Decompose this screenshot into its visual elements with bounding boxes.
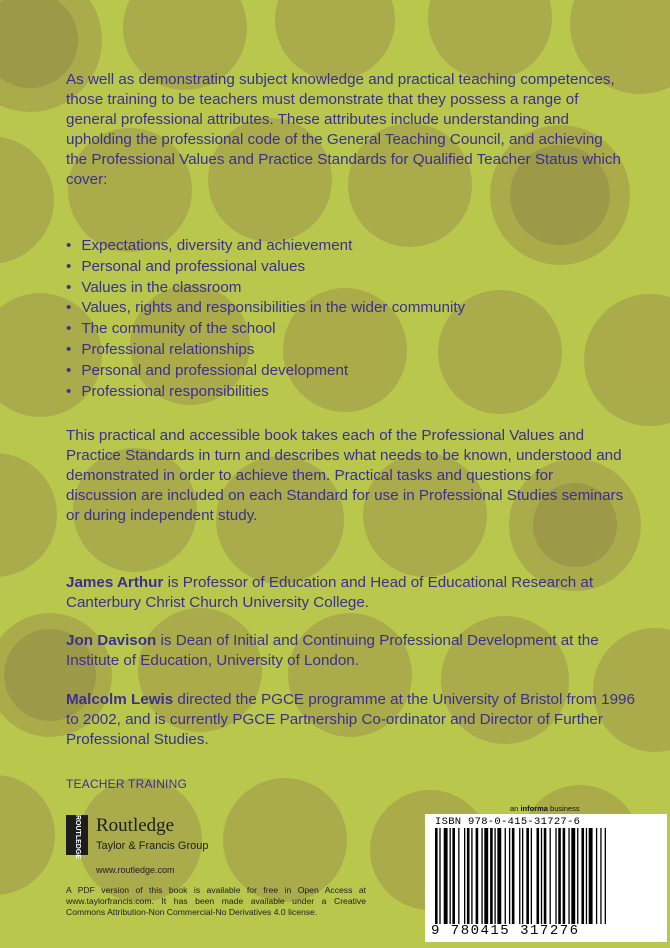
barcode-bar <box>577 828 578 924</box>
author-bio <box>66 573 646 613</box>
open-access-notice: A PDF version of this book is available for free in Open Access at www.taylorfrancis.com. It has been made available under a Creative Commons Attribution-Non Commercial-No Derivatives 4.0 license. <box>66 885 366 917</box>
barcode-bar <box>541 828 542 924</box>
barcode-bar <box>471 828 472 924</box>
barcode-bar <box>522 828 523 924</box>
isbn-number: 9 780415 317276 <box>431 923 580 939</box>
list-item: • Personal and professional values <box>66 257 626 278</box>
barcode-bar <box>550 828 551 924</box>
publisher-logo <box>66 815 266 863</box>
list-item: • Personal and professional development <box>66 361 626 382</box>
barcode-bar <box>444 828 448 924</box>
barcode-bar <box>476 828 479 924</box>
barcode-bar <box>481 828 482 924</box>
barcode-bar <box>600 828 601 924</box>
barcode-bar <box>512 828 515 924</box>
intro-paragraph: As well as demonstrating subject knowledge and practical teaching competences, those training to be teachers must demonstrate that they possess a range of general professional attributes. These attributes include understanding and upholding the professional code of the General Teaching Council, and achieving the Professional Values and Practice Standards for Qualified Teacher Status which cover: <box>66 71 621 188</box>
barcode-bar <box>581 828 584 924</box>
author-name: James Arthur <box>66 574 164 591</box>
author-name: Jon Davison <box>66 632 157 649</box>
barcode-bar <box>526 828 529 924</box>
barcode-bar <box>558 828 561 924</box>
informa-tagline <box>510 804 580 813</box>
barcode-bar <box>605 828 606 924</box>
publisher-group: Taylor & Francis Group <box>96 840 209 852</box>
routledge-mark-icon: ROUTLEDGE <box>66 815 88 855</box>
barcode-bar <box>435 828 438 924</box>
barcode-bar <box>467 828 470 924</box>
list-item: • Professional responsibilities <box>66 382 626 403</box>
barcode-bar <box>519 828 520 924</box>
barcode-bar <box>439 828 440 924</box>
barcode-bar <box>452 828 455 924</box>
barcode-bar <box>589 828 593 924</box>
list-item: • The community of the school <box>66 319 626 340</box>
publisher-name: Routledge <box>96 815 175 836</box>
barcode-bar <box>544 828 547 924</box>
list-item: • Values, rights and responsibilities in the wider community <box>66 298 626 319</box>
barcode-bar <box>509 828 510 924</box>
barcode-bar <box>490 828 493 924</box>
author-description: is Dean of Initial and Continuing Professional Development at the Institute of Education, University of London. <box>66 632 599 669</box>
barcode-bar <box>568 828 569 924</box>
barcode-bar <box>555 828 556 924</box>
list-item: • Values in the classroom <box>66 278 626 299</box>
informa-suffix: business <box>547 804 580 813</box>
barcode-bar <box>505 828 506 924</box>
barcode-bar <box>458 828 459 924</box>
description-paragraph: This practical and accessible book takes each of the Professional Values and Practice Standards in turn and describes what needs to be known, understood and demonstrated in order to achieve them. Practical tasks and questions for discussion are included on each Standard for use in Professional Studies seminars or during independent study. <box>66 427 624 524</box>
informa-prefix: an <box>510 804 521 813</box>
barcode-bar <box>450 828 451 924</box>
publisher-url[interactable]: www.routledge.com <box>96 865 175 875</box>
list-item: • Professional relationships <box>66 340 626 361</box>
barcode-bar <box>596 828 597 924</box>
author-bio <box>66 690 646 750</box>
barcode-bar <box>484 828 488 924</box>
author-bio <box>66 631 646 671</box>
informa-brand: informa <box>520 804 548 813</box>
barcode-bar <box>497 828 501 924</box>
author-name: Malcolm Lewis <box>66 691 174 708</box>
author-description: is Professor of Education and Head of Educational Research at Canterbury Christ Church University College. <box>66 574 594 611</box>
author-description: directed the PGCE programme at the University of Bristol from 1996 to 2002, and is currently PGCE Partnership Co-ordinator and Director of Further Professional Studies. <box>66 691 635 748</box>
barcode-bars <box>433 828 659 924</box>
barcode-bar <box>531 828 532 924</box>
isbn-label: ISBN 978-0-415-31727-6 <box>435 816 581 828</box>
barcode-bar <box>494 828 495 924</box>
barcode-bar <box>586 828 587 924</box>
list-item: • Expectations, diversity and achievement <box>66 236 626 257</box>
barcode <box>425 814 667 942</box>
category-label: TEACHER TRAINING <box>66 777 187 791</box>
barcode-bar <box>537 828 540 924</box>
standards-list <box>66 236 626 402</box>
barcode-bar <box>464 828 465 924</box>
barcode-bar <box>571 828 575 924</box>
barcode-bar <box>563 828 566 924</box>
